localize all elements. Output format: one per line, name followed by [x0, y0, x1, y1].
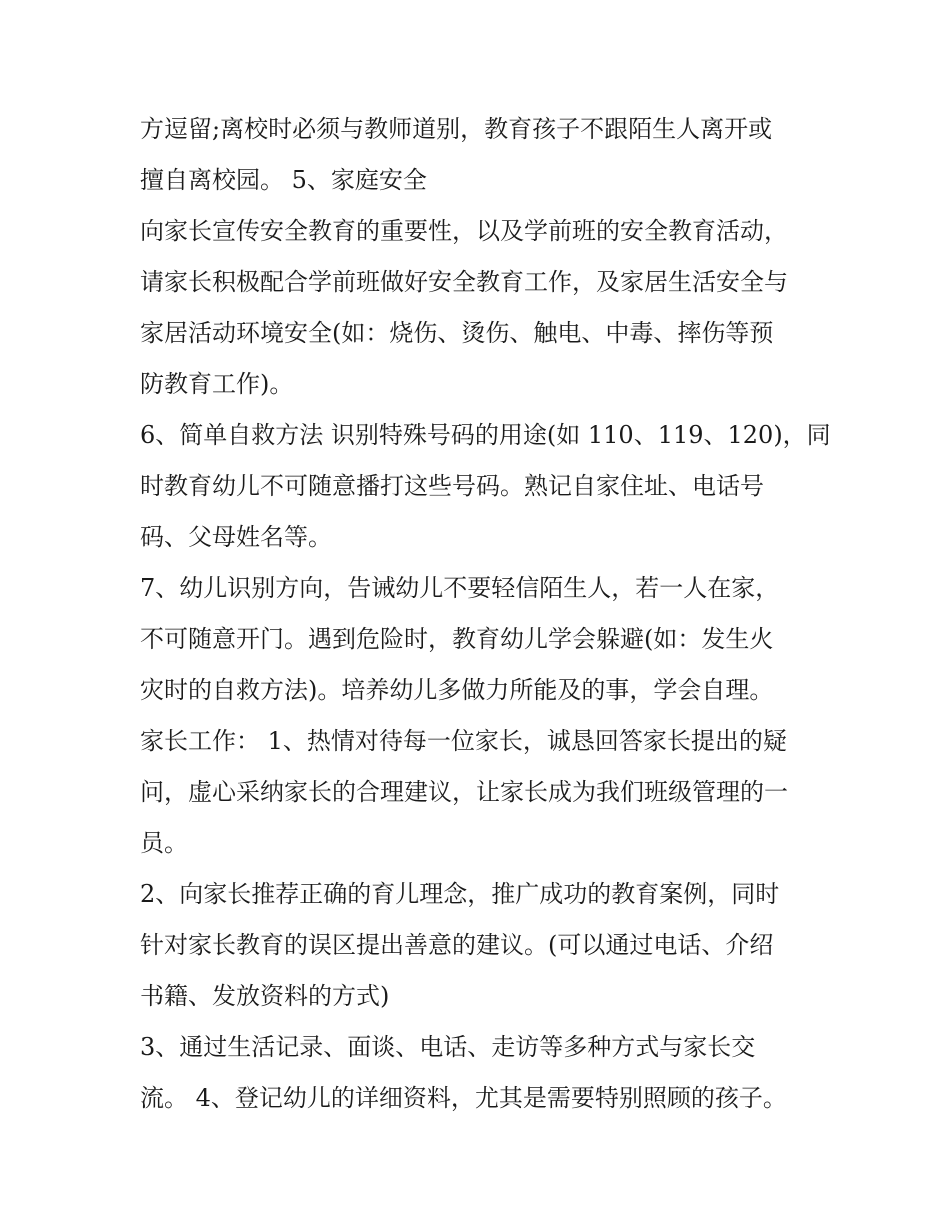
- text-line: 2、向家长推荐正确的育儿理念，推广成功的教育案例，同时: [140, 880, 780, 908]
- text-line: 书籍、发放资料的方式): [140, 982, 390, 1010]
- text-line: 家长工作： 1、热情对待每一位家长，诚恳回答家长提出的疑: [140, 727, 787, 755]
- text-line: 问，虚心采纳家长的合理建议，让家长成为我们班级管理的一: [140, 778, 788, 806]
- text-line: 时教育幼儿不可随意播打这些号码。熟记自家住址、电话号: [140, 472, 764, 500]
- text-line: 方逗留;离校时必须与教师道别，教育孩子不跟陌生人离开或: [140, 115, 773, 143]
- text-line: 流。 4、登记幼儿的详细资料，尤其是需要特别照顾的孩子。: [140, 1084, 787, 1112]
- body-text: [140, 104, 840, 1124]
- text-line: 7、幼儿识别方向，告诫幼儿不要轻信陌生人，若一人在家，: [140, 574, 780, 602]
- text-line: 员。: [140, 829, 188, 857]
- text-line: 针对家长教育的误区提出善意的建议。(可以通过电话、介绍: [140, 931, 774, 959]
- text-line: 3、通过生活记录、面谈、电话、走访等多种方式与家长交: [140, 1033, 756, 1061]
- text-line: 向家长宣传安全教育的重要性，以及学前班的安全教育活动，: [140, 217, 788, 245]
- text-line: 请家长积极配合学前班做好安全教育工作，及家居生活安全与: [140, 268, 788, 296]
- text-line: 擅自离校园。 5、家庭安全: [140, 166, 427, 194]
- text-line: 码、父母姓名等。: [140, 523, 332, 551]
- text-line: 6、简单自救方法 识别特殊号码的用途(如 110、119、120)，同: [140, 421, 831, 449]
- text-line: 家居活动环境安全(如：烧伤、烫伤、触电、中毒、摔伤等预: [140, 319, 774, 347]
- text-line: 灾时的自救方法)。培养幼儿多做力所能及的事，学会自理。: [140, 676, 774, 704]
- text-line: 不可随意开门。遇到危险时，教育幼儿学会躲避(如：发生火: [140, 625, 774, 653]
- text-line: 防教育工作)。: [140, 370, 294, 398]
